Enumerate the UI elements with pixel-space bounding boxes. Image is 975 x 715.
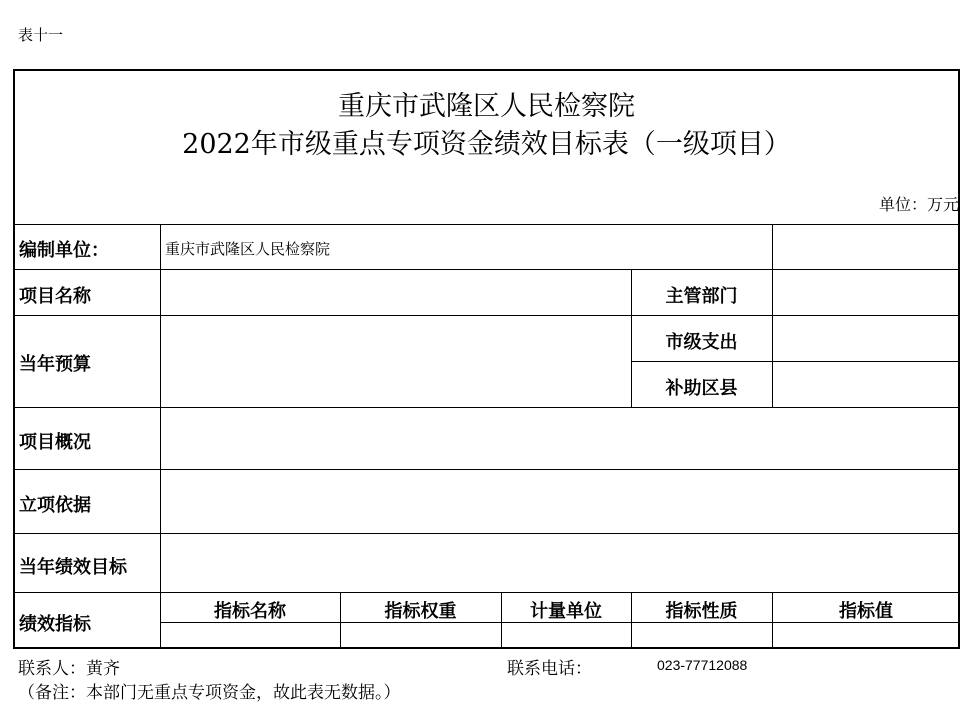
contact-person: 联系人：黄齐 [18, 659, 120, 679]
grid-line [13, 533, 960, 534]
county-subsidy-label: 补助区县 [665, 378, 738, 399]
grid-line [13, 469, 960, 470]
grid-line [13, 315, 960, 316]
indicator-header-value: 指标值 [839, 601, 893, 622]
footnote: （备注：本部门无重点专项资金，故此表无数据。） [18, 683, 401, 703]
indicator-header-nature: 指标性质 [665, 601, 738, 622]
org-value: 重庆市武隆区人民检察院 [165, 240, 331, 258]
org-label: 编制单位： [19, 240, 109, 261]
indicators-label: 绩效指标 [19, 614, 91, 635]
grid-line [13, 269, 960, 270]
form-title [13, 88, 960, 164]
grid-line [13, 592, 960, 593]
basis-label: 立项依据 [19, 495, 91, 516]
grid-line [631, 361, 960, 362]
grid-line [13, 407, 960, 408]
title-line-1: 重庆市武隆区人民检察院 [338, 91, 635, 122]
overview-label: 项目概况 [19, 432, 91, 453]
title-line-2: 2022年市级重点专项资金绩效目标表（一级项目） [182, 129, 791, 160]
indicator-header-weight: 指标权重 [384, 601, 457, 622]
grid-line [160, 224, 161, 649]
phone-label: 联系电话： [507, 659, 592, 679]
indicator-header-name: 指标名称 [214, 601, 286, 622]
goal-label: 当年绩效目标 [19, 557, 127, 578]
project-name-label: 项目名称 [19, 286, 91, 307]
table-number-label: 表十一 [18, 26, 64, 44]
supervisor-dept-label: 主管部门 [665, 286, 738, 307]
grid-line [772, 224, 773, 407]
phone-value: 023-77712088 [657, 657, 748, 673]
city-expense-label: 市级支出 [665, 332, 738, 353]
grid-line [13, 224, 960, 225]
unit-label: 单位：万元 [878, 195, 959, 214]
budget-label: 当年预算 [19, 354, 91, 375]
indicator-header-unit: 计量单位 [530, 601, 602, 622]
